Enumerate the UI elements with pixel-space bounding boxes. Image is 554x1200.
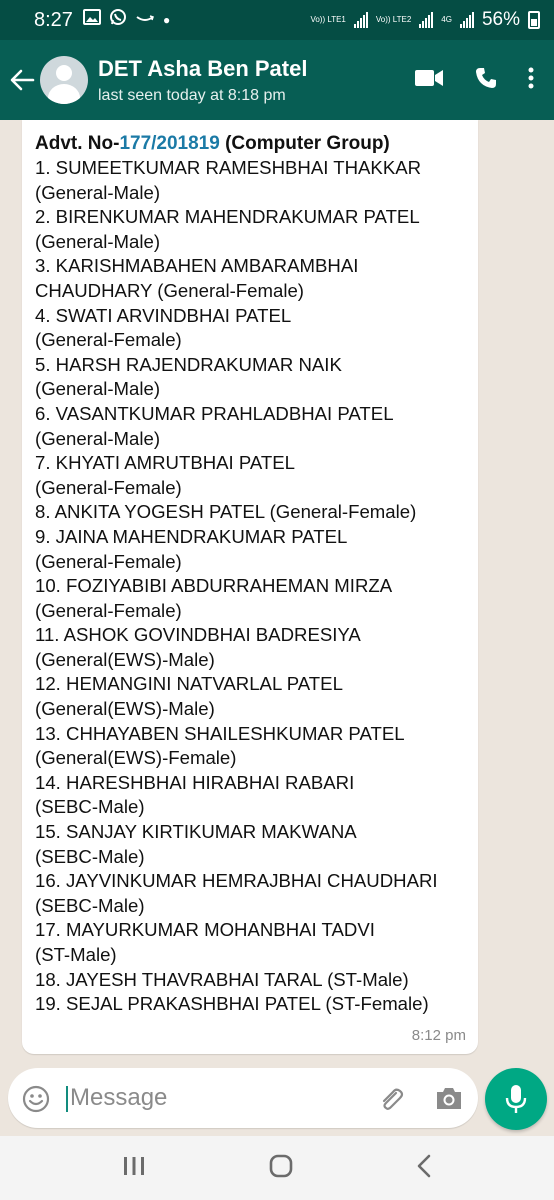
network-type: 4G [441,15,452,24]
message-line: 19. SEJAL PRAKASHBHAI PATEL (ST-Female) [35,993,429,1015]
text-caret [66,1086,68,1112]
emoji-button[interactable] [22,1085,50,1118]
message-line: 16. JAYVINKUMAR HEMRAJBHAI CHAUDHARI [35,870,438,892]
smiley-icon [22,1085,50,1113]
message-line: (General(EWS)-Female) [35,747,237,769]
message-line: (General-Male) [35,181,161,203]
avatar[interactable] [40,56,88,104]
amazon-icon [135,9,155,31]
message-line: 18. JAYESH THAVRABHAI TARAL (ST-Male) [35,968,409,990]
message-line: 9. JAINA MAHENDRAKUMAR PATEL [35,525,348,547]
message-line: 3. KARISHMABAHEN AMBARAMBHAI [35,255,359,277]
sim1-label: Vo)) LTE1 [310,15,346,24]
message-line: 4. SWATI ARVINDBHAI PATEL [35,304,292,326]
contact-info[interactable] [98,56,414,105]
message-line: 15. SANJAY KIRTIKUMAR MAKWANA [35,821,357,843]
camera-button[interactable] [434,1084,464,1117]
message-line: 14. HARESHBHAI HIRABHAI RABARI [35,771,355,793]
gallery-icon [83,9,101,31]
battery-percent: 56% [481,9,520,30]
candidate-list [35,156,466,1017]
signal-2-icon [419,12,433,28]
message-line: (General-Female) [35,329,182,351]
message-line: (General(EWS)-Male) [35,648,215,670]
status-bar [0,0,554,40]
message-line: 6. VASANTKUMAR PRAHLADBHAI PATEL [35,402,394,424]
message-line: (General-Female) [35,550,182,572]
message-line: 8. ANKITA YOGESH PATEL (General-Female) [35,501,417,523]
message-input[interactable] [70,1078,360,1118]
message-line: 12. HEMANGINI NATVARLAL PATEL [35,673,343,695]
message-line: (General-Male) [35,427,161,449]
advt-number-link[interactable]: 177/201819 [119,133,220,154]
battery-icon [528,11,540,29]
back-button[interactable] [2,40,42,120]
advt-line [35,132,466,156]
contact-name: DET Asha Ben Patel [98,55,308,81]
message-line: (SEBC-Male) [35,845,145,867]
message-line: (SEBC-Male) [35,894,145,916]
advt-suffix: (Computer Group) [219,133,390,154]
paperclip-icon [376,1084,406,1114]
home-button[interactable] [269,1154,293,1183]
menu-button[interactable] [528,67,534,94]
message-line: (General(EWS)-Male) [35,698,215,720]
signal-1-icon [354,12,368,28]
chat-header [0,40,554,120]
microphone-icon [505,1084,527,1114]
message-line: (SEBC-Male) [35,796,145,818]
arrow-left-icon [9,68,35,92]
message-line: 2. BIRENKUMAR MAHENDRAKUMAR PATEL [35,206,420,228]
voice-call-button[interactable] [474,66,498,95]
message-line: (General-Female) [35,476,182,498]
video-call-button[interactable] [414,68,444,93]
message-line: (General-Female) [35,599,182,621]
message-line: 13. CHHAYABEN SHAILESHKUMAR PATEL [35,722,405,744]
message-line: (General-Male) [35,230,161,252]
message-line: (General-Male) [35,378,161,400]
status-time: 8:27 [34,8,73,31]
system-navbar [0,1136,554,1200]
message-bubble[interactable] [22,120,478,1054]
more-vertical-icon [528,67,534,89]
signal-3-icon [460,12,474,28]
message-field[interactable] [8,1068,478,1128]
sim2-label: Vo)) LTE2 [375,15,412,24]
attach-button[interactable] [376,1084,406,1119]
message-line: (ST-Male) [35,944,117,965]
message-line: 5. HARSH RAJENDRAKUMAR NAIK [35,353,342,375]
voice-record-button[interactable] [485,1068,547,1130]
message-line: 17. MAYURKUMAR MOHANBHAI TADVI [35,919,375,941]
phone-icon [474,66,498,90]
advt-prefix: Advt. No- [35,133,120,154]
message-line: 11. ASHOK GOVINDBHAI BADRESIYA [35,624,361,646]
whatsapp-icon [109,8,127,32]
recents-icon [122,1155,146,1177]
message-time: 8:12 pm [411,1027,466,1044]
message-line: 7. KHYATI AMRUTBHAI PATEL [35,452,296,474]
last-seen: last seen today at 8:18 pm [98,86,286,104]
message-line: 10. FOZIYABIBI ABDURRAHEMAN MIRZA [35,575,393,597]
message-line: 1. SUMEETKUMAR RAMESHBHAI THAKKAR [35,157,422,178]
home-icon [269,1154,293,1178]
camera-icon [434,1084,464,1112]
video-camera-icon [414,68,444,88]
message-line: CHAUDHARY (General-Female) [35,279,304,301]
notification-dot-icon: ● [162,13,171,27]
chevron-left-icon [416,1154,432,1178]
recent-apps-button[interactable] [122,1155,146,1182]
chat-area[interactable] [0,120,554,1060]
composer [0,1060,554,1136]
system-back-button[interactable] [416,1154,432,1183]
